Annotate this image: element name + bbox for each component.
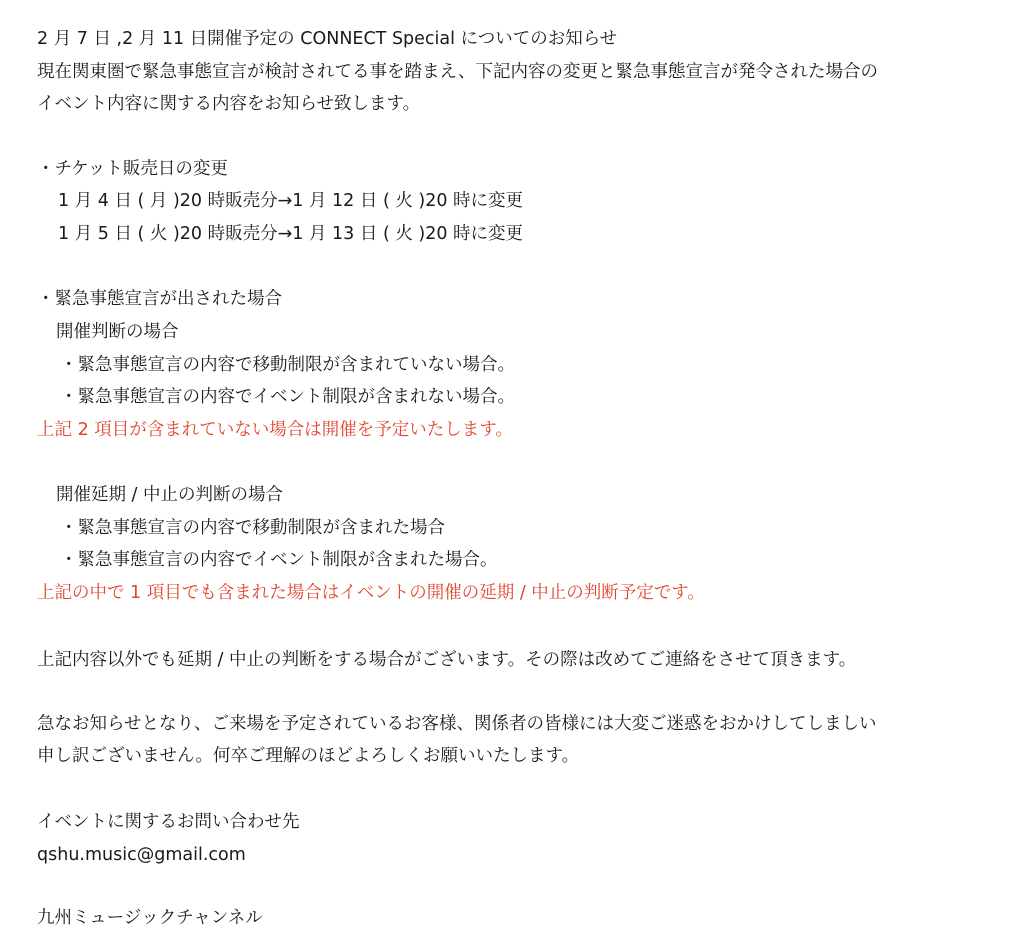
intro-line-2: イベント内容に関する内容をお知らせ致します。: [37, 94, 421, 114]
contact-heading: イベントに関するお問い合わせ先: [37, 812, 300, 832]
postponed-condition-item: ・緊急事態宣言の内容で移動制限が含まれた場合: [60, 518, 445, 538]
postponed-note: 上記の中で 1 項目でも含まれた場合はイベントの開催の延期 / 中止の判断予定です。: [37, 583, 705, 603]
ticket-change-item: 1 月 5 日 ( 火 )20 時販売分→1 月 13 日 ( 火 )20 時に変更: [58, 224, 524, 244]
emergency-section-heading: ・緊急事態宣言が出された場合: [37, 289, 282, 309]
held-condition-item: ・緊急事態宣言の内容でイベント制限が含まれない場合。: [60, 387, 515, 407]
postponed-condition-item: ・緊急事態宣言の内容でイベント制限が含まれた場合。: [60, 550, 498, 570]
ticket-change-item: 1 月 4 日 ( 月 )20 時販売分→1 月 12 日 ( 火 )20 時に変更: [58, 191, 524, 211]
contact-email: qshu.music@gmail.com: [37, 845, 246, 865]
held-condition-item: ・緊急事態宣言の内容で移動制限が含まれていない場合。: [60, 355, 515, 375]
apology-line-1: 急なお知らせとなり、ご来場を予定されているお客様、関係者の皆様には大変ご迷惑をおかけしてしましい: [37, 714, 877, 734]
ticket-section-heading: ・チケット販売日の変更: [37, 159, 228, 179]
notice-title: 2 月 7 日 ,2 月 11 日開催予定の CONNECT Special についてのお知らせ: [37, 29, 618, 49]
apology-line-2: 申し訳ございません。何卒ご理解のほどよろしくお願いいたします。: [37, 746, 580, 766]
held-note: 上記 2 項目が含まれていない場合は開催を予定いたします。: [37, 420, 513, 440]
intro-line-1: 現在関東圏で緊急事態宣言が検討されてる事を踏まえ、下記内容の変更と緊急事態宣言が発令された場合の: [37, 62, 879, 82]
postponed-judgment-label: 開催延期 / 中止の判断の場合: [56, 485, 284, 505]
other-note: 上記内容以外でも延期 / 中止の判断をする場合がございます。その際は改めてご連絡をさせて頂きます。: [37, 650, 857, 670]
organizer-name: 九州ミュージックチャンネル: [37, 908, 263, 928]
held-judgment-label: 開催判断の場合: [56, 322, 179, 342]
